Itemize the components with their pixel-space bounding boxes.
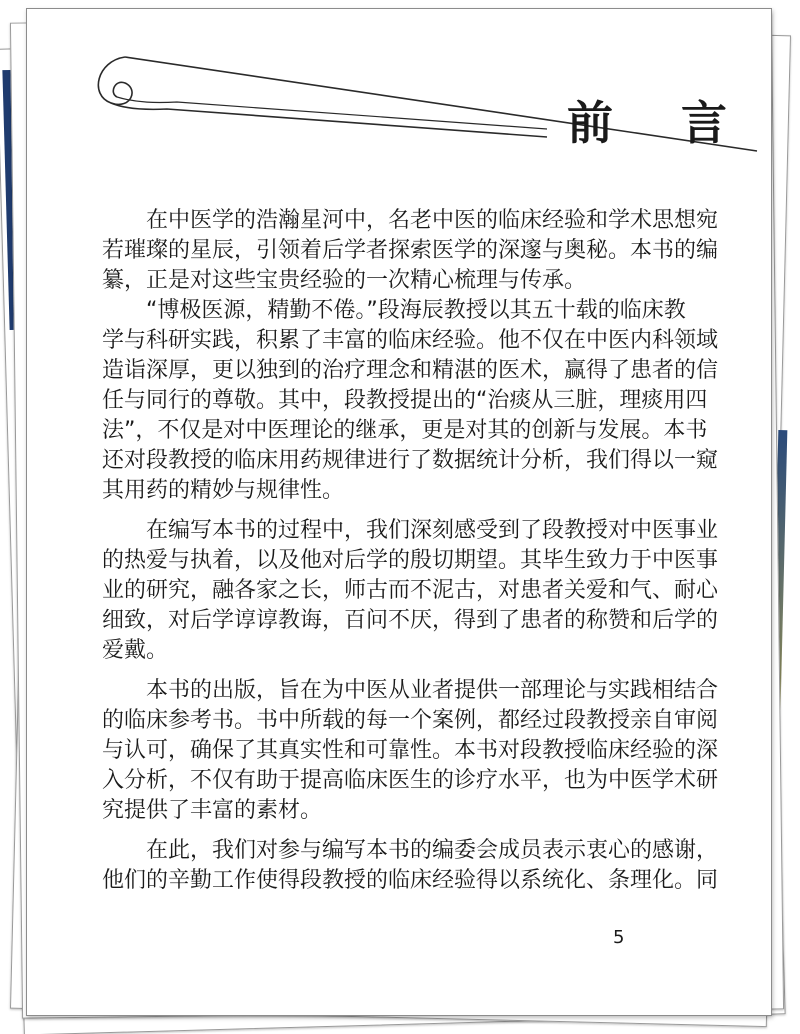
paragraph	[102, 206, 719, 296]
text-line: 究提供了丰富的素材。	[102, 798, 323, 823]
text-line: 纂，正是对这些宝贵经验的一次精心梳理与传承。	[102, 268, 587, 293]
text-line: 造诣深厚，更以独到的治疗理念和精湛的医术，赢得了患者的信	[102, 358, 719, 383]
text-line: 在此，我们对参与编写本书的编委会成员表示衷心的感谢，	[102, 838, 719, 863]
text-line: “博极医源，精勤不倦。”段海辰教授以其五十载的临床教	[102, 298, 686, 323]
text-line: 的临床参考书。书中所载的每一个案例，都经过段教授亲自审阅	[102, 708, 719, 733]
text-line: 业的研究，融各家之长，师古而不泥古，对患者关爱和气、耐心	[102, 578, 719, 603]
text-line: 若璀璨的星辰，引领着后学者探索医学的深邃与奥秘。本书的编	[102, 238, 719, 263]
text-line: 入分析，不仅有助于提高临床医生的诊疗水平，也为中医学术研	[102, 768, 719, 793]
text-line: 与认可，确保了其真实性和可靠性。本书对段教授临床经验的深	[102, 738, 719, 763]
text-line: 在中医学的浩瀚星河中，名老中医的临床经验和学术思想宛	[102, 208, 719, 233]
preface-body	[102, 206, 719, 896]
paragraph	[102, 676, 719, 826]
page-title: 前 言	[567, 96, 754, 150]
text-line: 细致，对后学谆谆教诲，百问不厌，得到了患者的称赞和后学的	[102, 608, 719, 633]
text-line: 他们的辛勤工作使得段教授的临床经验得以系统化、条理化。同	[102, 868, 719, 893]
text-line: 法”，不仅是对中医理论的继承，更是对其的创新与发展。本书	[102, 418, 708, 443]
text-line: 的热爱与执着，以及他对后学的殷切期望。其毕生致力于中医事	[102, 548, 719, 573]
text-line: 学与科研实践，积累了丰富的临床经验。他不仅在中医内科领域	[102, 328, 719, 353]
text-line: 在编写本书的过程中，我们深刻感受到了段教授对中医事业	[102, 518, 719, 543]
paragraph	[102, 516, 719, 666]
preface-page	[26, 8, 772, 1016]
text-line: 任与同行的尊敬。其中，段教授提出的“治痰从三脏，理痰用四	[102, 388, 708, 413]
paragraph	[102, 296, 719, 506]
text-line: 爱戴。	[102, 638, 169, 663]
text-line: 本书的出版，旨在为中医从业者提供一部理论与实践相结合	[102, 678, 719, 703]
page-number: 5	[613, 927, 625, 948]
text-line: 还对段教授的临床用药规律进行了数据统计分析，我们得以一窥	[102, 448, 719, 473]
paragraph	[102, 836, 719, 896]
text-line: 其用药的精妙与规律性。	[102, 478, 345, 503]
